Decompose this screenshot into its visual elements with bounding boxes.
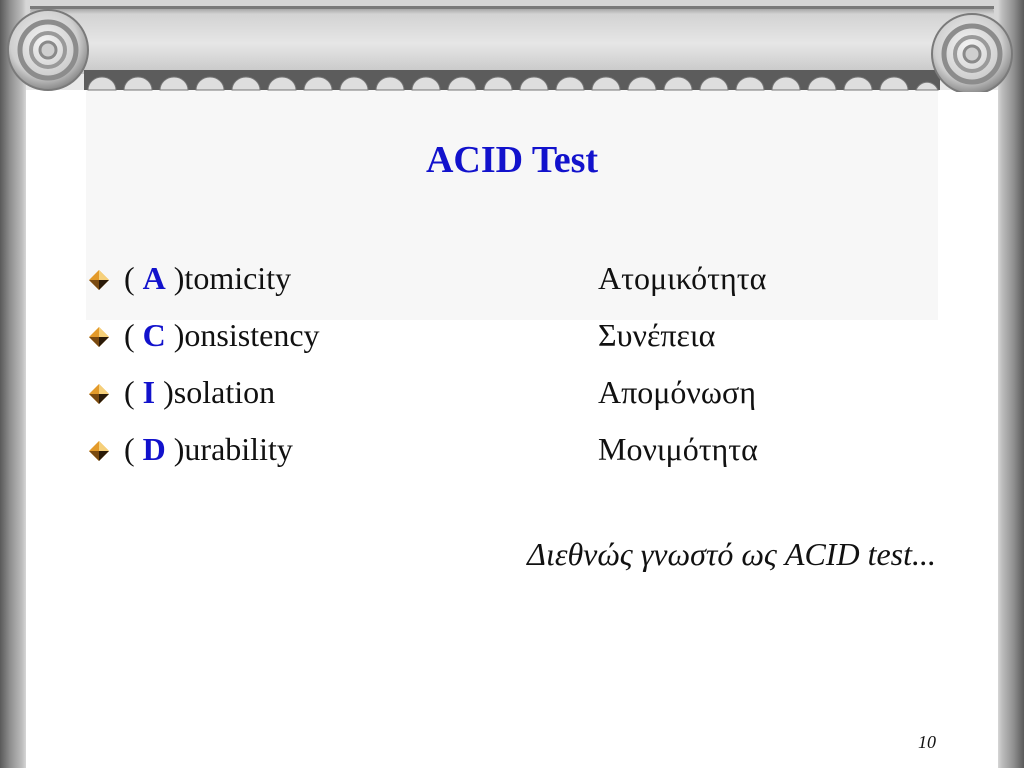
right-volute-icon (932, 14, 1012, 92)
list-item (88, 307, 948, 364)
page-number: 10 (918, 732, 936, 752)
ionic-capital (0, 0, 1024, 92)
term-greek: Συνέπεια (598, 317, 716, 353)
bullet-list (88, 250, 948, 478)
diamond-bullet-icon (88, 269, 110, 291)
term-english: ( I )solation (124, 374, 276, 410)
slide-title: ACID Test (425, 139, 599, 181)
term-english: ( D )urability (124, 431, 293, 467)
term-english: ( A )tomicity (124, 260, 292, 296)
footnote-text: Διεθνώς γνωστό ως ACID test... (527, 536, 936, 572)
list-item (88, 421, 948, 478)
diamond-bullet-icon (88, 326, 110, 348)
term-english: ( C )onsistency (124, 317, 320, 353)
term-greek: Απομόνωση (598, 374, 756, 410)
list-item (88, 364, 948, 421)
diamond-bullet-icon (88, 440, 110, 462)
diamond-bullet-icon (88, 383, 110, 405)
term-greek: Ατομικότητα (598, 260, 767, 296)
list-item (88, 250, 948, 307)
term-greek: Μονιμότητα (598, 431, 758, 467)
left-volute-icon (8, 10, 88, 90)
